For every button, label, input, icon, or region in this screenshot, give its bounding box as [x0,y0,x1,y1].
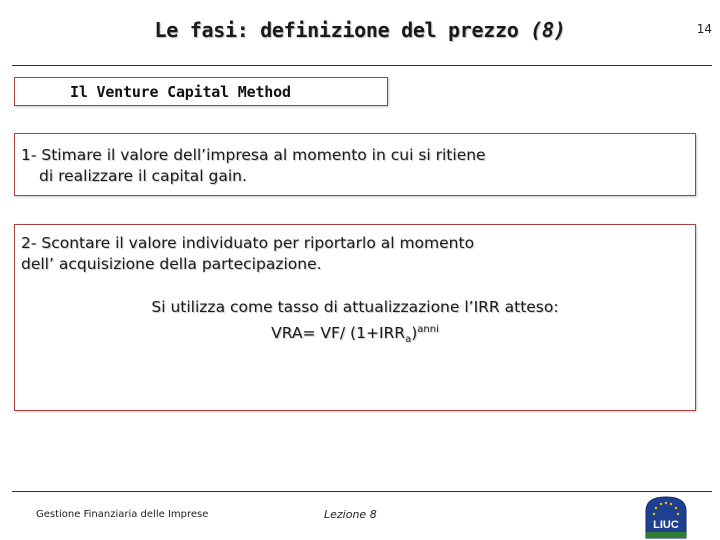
step-1-line-2: di realizzare il capital gain. [39,167,247,185]
liuc-logo-icon [644,495,688,539]
step-2-box [14,224,696,411]
subtitle-box [14,77,388,106]
formula-superscript: anni [417,324,439,335]
header-divider [12,65,712,66]
step-1-line-1: 1- Stimare il valore dell’impresa al momento in cui si ritiene [21,146,486,164]
logo-text: LIUC [653,519,679,531]
formula-main: VRA= VF/ (1+IRR [271,324,406,342]
step-2-line-2: dell’ acquisizione della partecipazione. [21,255,322,273]
discount-rate-note: Si utilizza come tasso di attualizzazione l’IRR atteso: [151,298,559,316]
page-number: 14 [696,22,712,36]
slide-title-number: (8) [530,18,566,42]
footer-lesson: Lezione 8 [324,508,377,521]
step-1-box [14,133,696,196]
subtitle-text: Il Venture Capital Method [70,83,291,101]
slide-title-text: Le fasi: definizione del prezzo [154,18,519,42]
footer-course-name: Gestione Finanziaria delle Imprese [36,509,209,520]
slide-title [0,18,720,42]
step-2-line-1: 2- Scontare il valore individuato per riportarlo al momento [21,234,475,252]
formula-close-paren: ) [411,324,418,342]
logo-band [646,532,686,538]
formula-subscript: a [405,334,412,345]
footer-divider [12,491,712,492]
valuation-formula [15,319,695,350]
